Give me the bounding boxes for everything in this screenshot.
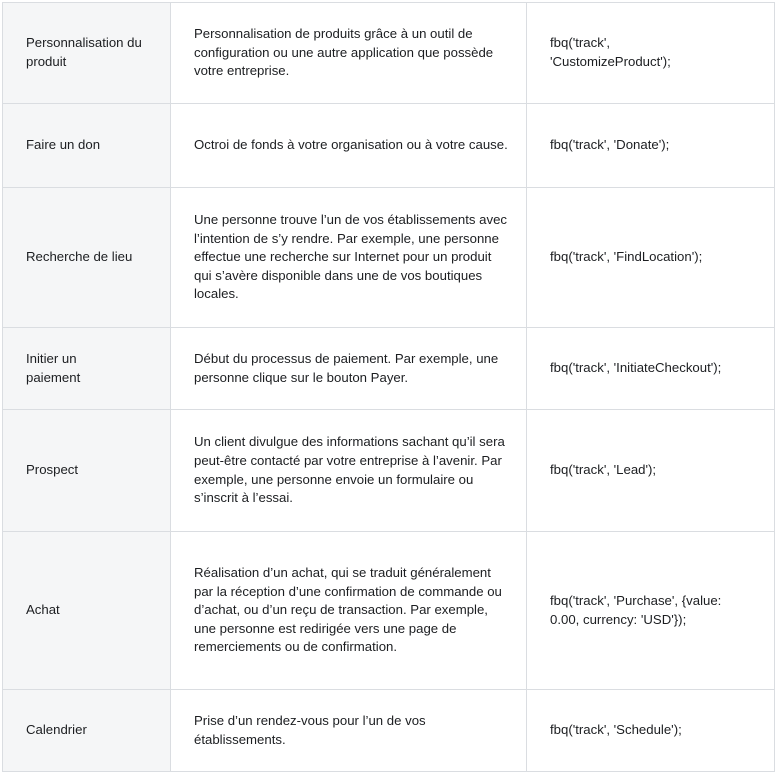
event-name-cell: [3, 532, 171, 690]
event-code-cell: [527, 3, 775, 104]
event-description: Une personne trouve l’un de vos établissements avec l’intention de s’y rendre. Par exemple, une personne effectue une recherche sur Internet pour un produit qui s’avère disponible dans une de vos boutiques locales.: [194, 212, 508, 302]
event-name-cell: [3, 328, 171, 410]
event-description: Début du processus de paiement. Par exemple, une personne clique sur le bouton Payer.: [194, 350, 499, 385]
event-name-cell: [3, 104, 171, 188]
event-code-cell: [527, 410, 775, 532]
event-code: fbq('track', 'CustomizeProduct');: [550, 35, 671, 69]
event-name: Prospect: [26, 462, 79, 478]
table-row: [3, 188, 775, 328]
event-name-cell: [3, 690, 171, 772]
event-code: fbq('track', 'Schedule');: [550, 722, 682, 738]
event-code: fbq('track', 'InitiateCheckout');: [550, 360, 722, 376]
event-code-cell: [527, 690, 775, 772]
event-name-cell: [3, 188, 171, 328]
event-description: Réalisation d’un achat, qui se traduit généralement par la réception d’une confirmation de commande ou d’achat, ou d’un reçu de transaction. Par exemple, une personne est redirigée vers une page de remerciements ou de confirmation.: [194, 565, 502, 655]
event-code: fbq('track', 'FindLocation');: [550, 249, 703, 265]
event-description: Personnalisation de produits grâce à un outil de configuration ou une autre application que possède votre entreprise.: [194, 26, 494, 79]
event-code-cell: [527, 532, 775, 690]
event-description-cell: [171, 328, 527, 410]
event-name-cell: [3, 3, 171, 104]
event-description-cell: [171, 410, 527, 532]
table-row: [3, 410, 775, 532]
event-code-cell: [527, 188, 775, 328]
event-name: Initier un paiement: [26, 350, 81, 385]
table-row: [3, 104, 775, 188]
table-row: [3, 690, 775, 772]
event-name: Faire un don: [26, 137, 101, 153]
event-description-cell: [171, 690, 527, 772]
event-description: Un client divulgue des informations sachant qu’il sera peut-être contacté par votre entreprise à l’avenir. Par exemple, une personne envoie un formulaire ou s’inscrit à l’essai.: [194, 434, 505, 506]
event-description-cell: [171, 188, 527, 328]
event-description-cell: [171, 104, 527, 188]
table-row: [3, 328, 775, 410]
table-row: [3, 3, 775, 104]
event-code: fbq('track', 'Donate');: [550, 137, 670, 153]
event-description-cell: [171, 532, 527, 690]
event-description-cell: [171, 3, 527, 104]
event-description: Prise d’un rendez-vous pour l’un de vos établissements.: [194, 712, 426, 747]
table-row: [3, 532, 775, 690]
event-code: fbq('track', 'Purchase', {value: 0.00, currency: 'USD'});: [550, 592, 722, 627]
event-code-cell: [527, 104, 775, 188]
event-description: Octroi de fonds à votre organisation ou à votre cause.: [194, 137, 508, 153]
event-code: fbq('track', 'Lead');: [550, 462, 657, 478]
event-name: Achat: [26, 602, 60, 618]
event-name: Recherche de lieu: [26, 249, 133, 265]
event-name: Calendrier: [26, 722, 87, 738]
event-code-cell: [527, 328, 775, 410]
event-name: Personnalisation du produit: [26, 35, 142, 69]
standard-events-table: [2, 2, 775, 772]
event-name-cell: [3, 410, 171, 532]
